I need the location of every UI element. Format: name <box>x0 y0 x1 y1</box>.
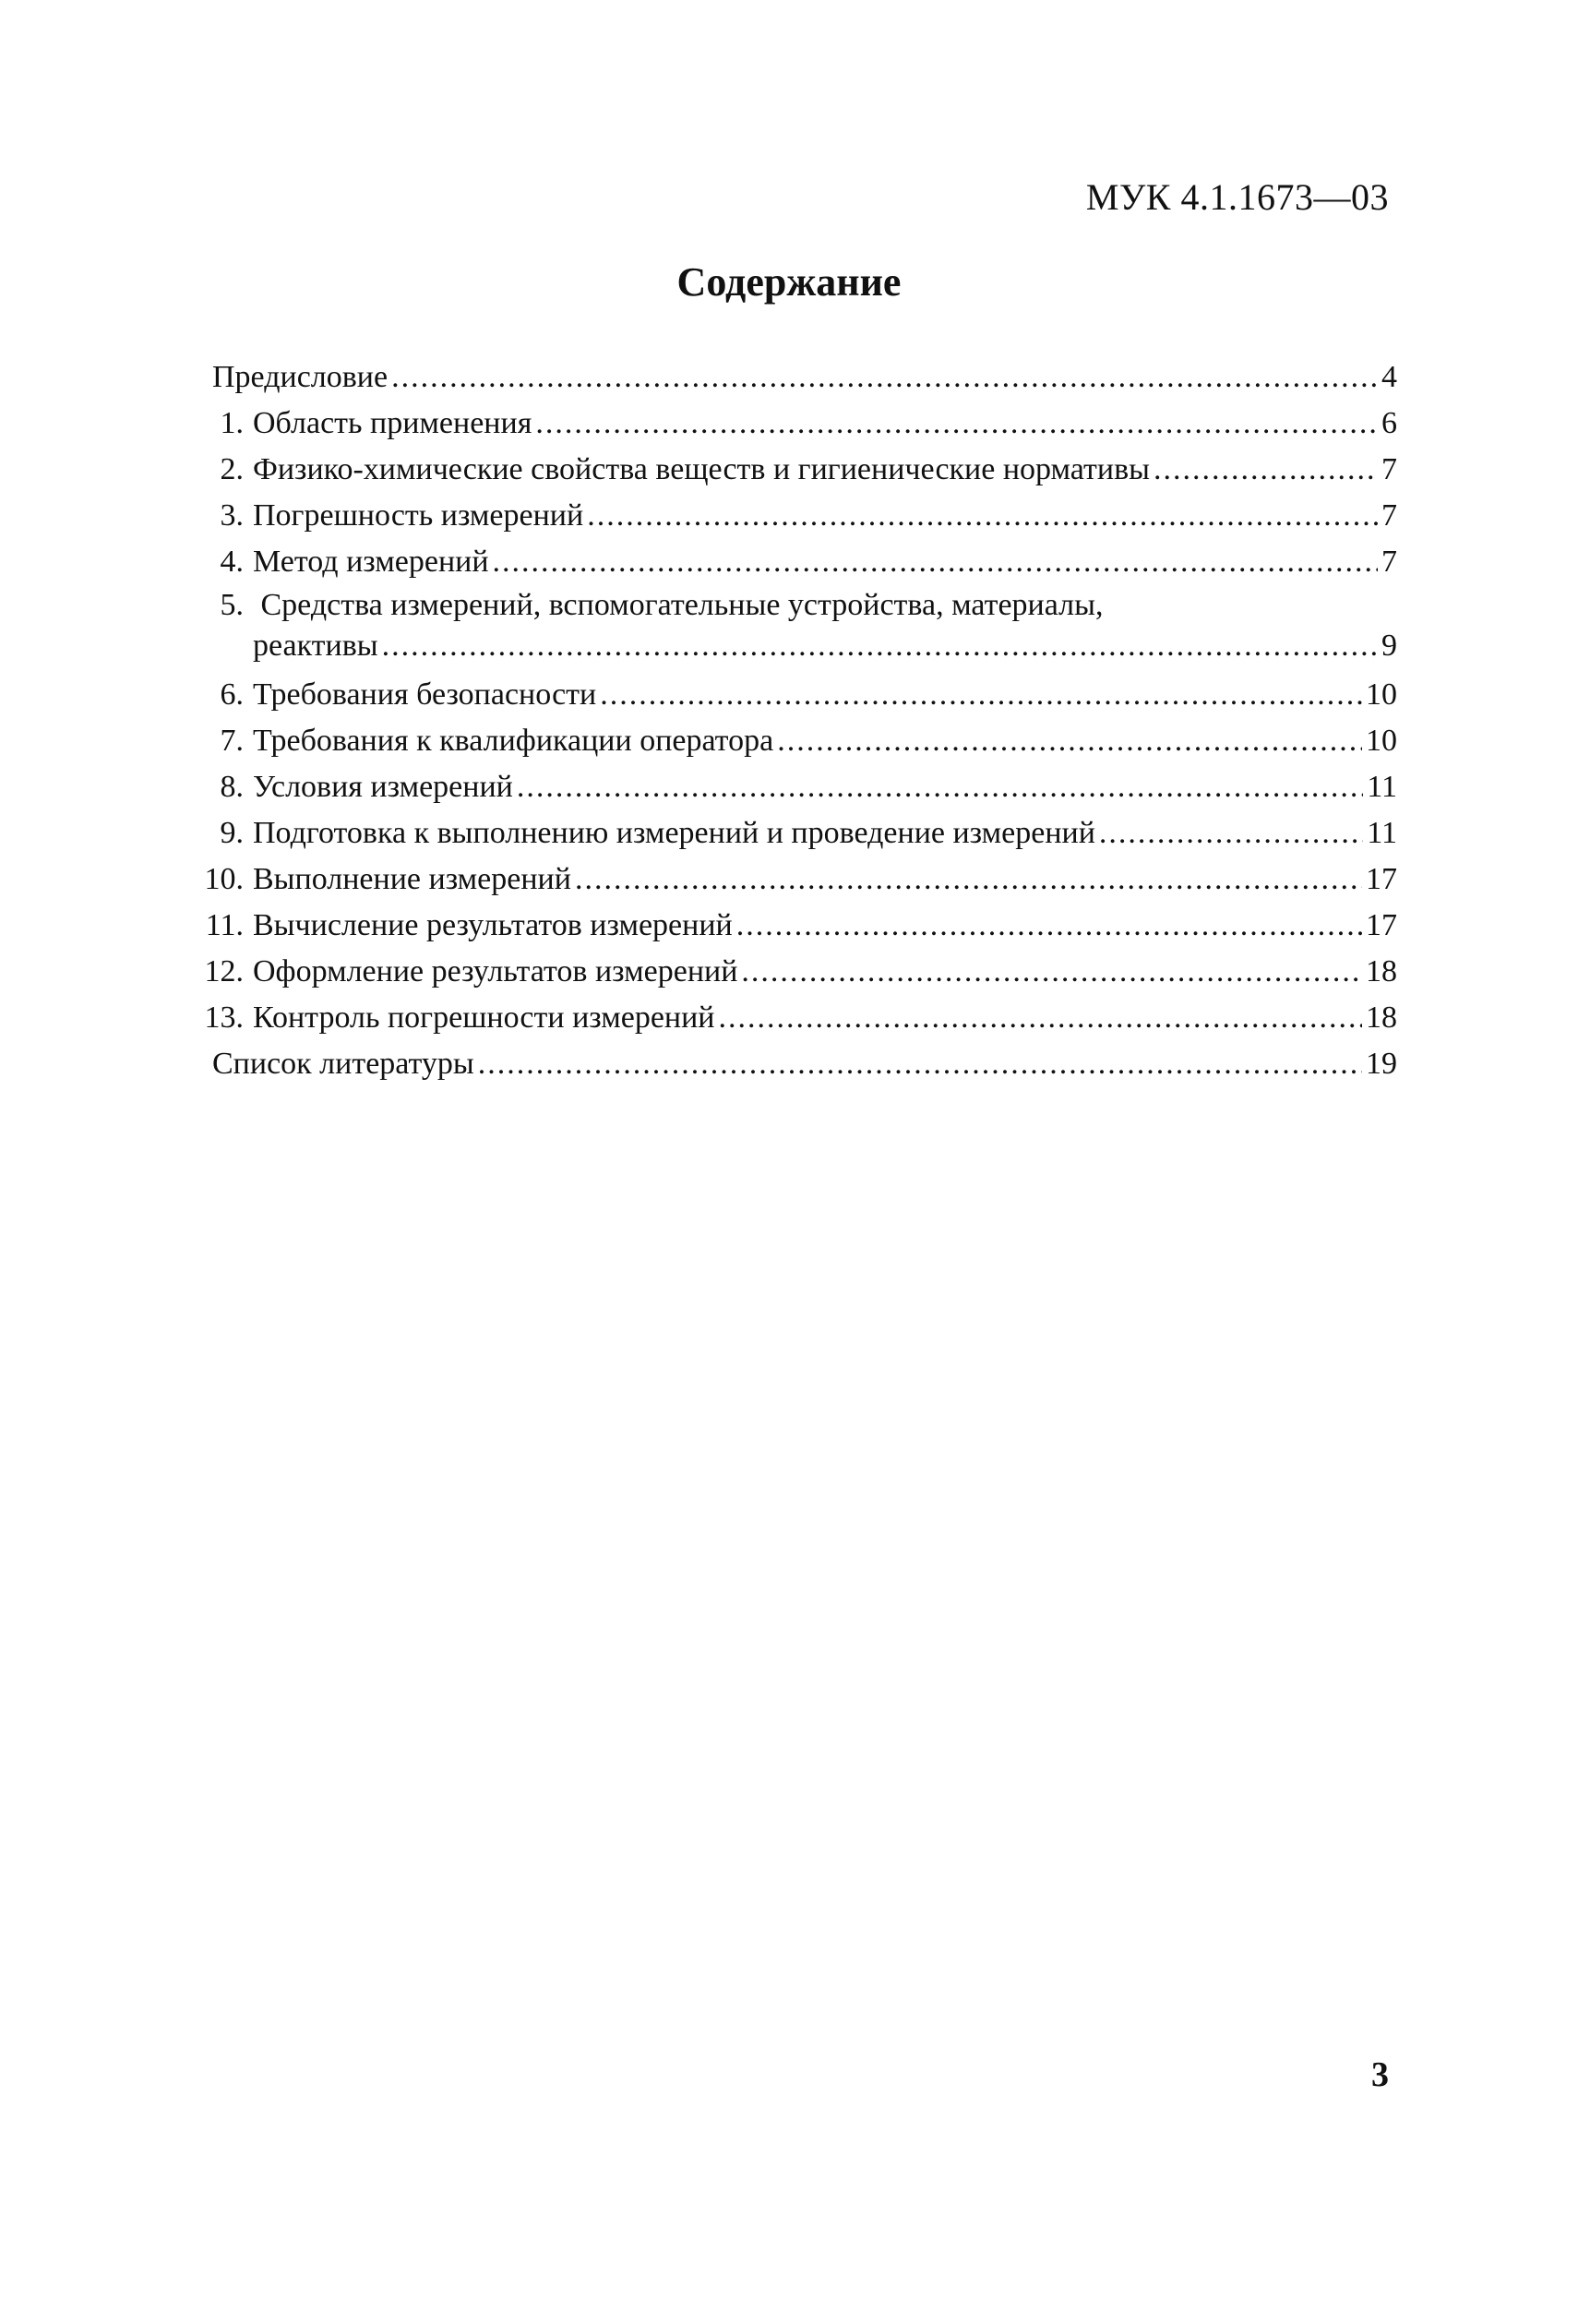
toc-entry-number: 7. <box>220 724 244 758</box>
toc-entry-page: 11 <box>1367 816 1397 850</box>
toc-entry-page: 18 <box>1366 954 1397 988</box>
toc-entry-number: 12. <box>204 954 244 988</box>
toc-leader-dots <box>382 626 1378 666</box>
toc-entry-label: Выполнение измерений <box>253 862 571 896</box>
toc-entry-page: 7 <box>1381 452 1397 486</box>
toc-entry-12 <box>197 949 1397 995</box>
page-title: Содержание <box>676 259 902 305</box>
toc-entry-label: Подготовка к выполнению измерений и проведение измерений <box>253 816 1095 850</box>
toc-leader-dots <box>777 718 1362 764</box>
toc-entry-5 <box>197 585 1397 672</box>
toc-entry-label: Область применения <box>253 406 532 440</box>
toc-entry-number: 2. <box>220 452 244 486</box>
toc-leader-dots <box>587 493 1378 539</box>
toc-entry-label: Требования к квалификации оператора <box>253 724 774 758</box>
toc-entry-page: 7 <box>1381 498 1397 533</box>
toc-entry-label: Средства измерений, вспомогательные устройства, материалы, <box>260 588 1104 622</box>
toc-leader-dots <box>478 1041 1362 1087</box>
toc-entry-number: 13. <box>204 1000 244 1035</box>
toc-entry-page: 7 <box>1381 545 1397 579</box>
toc-entry-page: 9 <box>1381 629 1397 663</box>
toc-leader-dots <box>575 857 1362 903</box>
toc-entry-number: 8. <box>220 770 244 804</box>
toc-entry-references <box>197 1041 1397 1087</box>
toc-entry-label: Метод измерений <box>253 545 489 579</box>
toc-leader-dots <box>493 539 1378 585</box>
toc-entry-label: Требования безопасности <box>253 677 597 712</box>
toc-entry-number: 4. <box>220 545 244 579</box>
toc-leader-dots <box>517 764 1363 810</box>
toc-entry-page: 11 <box>1367 770 1397 804</box>
toc-entry-page: 19 <box>1366 1047 1397 1081</box>
toc-leader-dots <box>719 995 1362 1041</box>
toc-leader-dots <box>1099 810 1363 857</box>
toc-entry-page: 4 <box>1381 360 1397 394</box>
toc-entry-page: 6 <box>1381 406 1397 440</box>
toc-entry-page: 18 <box>1366 1000 1397 1035</box>
toc-leader-dots <box>391 354 1378 401</box>
toc-entry-number: 11. <box>205 908 244 942</box>
toc-entry-3 <box>197 493 1397 539</box>
toc-entry-number: 10. <box>204 862 244 896</box>
toc-entry-page: 10 <box>1366 677 1397 712</box>
toc-entry-label: Физико-химические свойства веществ и гигиенические нормативы <box>253 452 1150 486</box>
toc-entry-label: Условия измерений <box>253 770 513 804</box>
toc-entry-label-continued: реактивы <box>253 629 378 663</box>
toc-entry-label: Погрешность измерений <box>253 498 584 533</box>
toc-leader-dots <box>1154 447 1378 493</box>
table-of-contents <box>197 354 1397 1087</box>
toc-entry-7 <box>197 718 1397 764</box>
toc-entry-9 <box>197 810 1397 857</box>
toc-entry-11 <box>197 903 1397 949</box>
page-number: 3 <box>1371 2055 1389 2094</box>
toc-leader-dots <box>736 903 1362 949</box>
toc-entry-label: Вычисление результатов измерений <box>253 908 733 942</box>
toc-entry-page: 10 <box>1366 724 1397 758</box>
toc-entry-label: Предисловие <box>212 360 389 394</box>
toc-entry-number: 3. <box>220 498 244 533</box>
document-code: МУК 4.1.1673—03 <box>1085 176 1389 218</box>
toc-entry-page: 17 <box>1366 908 1397 942</box>
toc-leader-dots <box>741 949 1362 995</box>
toc-entry-label: Оформление результатов измерений <box>253 954 738 988</box>
toc-entry-13 <box>197 995 1397 1041</box>
toc-leader-dots <box>535 401 1378 447</box>
toc-entry-preface <box>197 354 1397 401</box>
toc-entry-number: 1. <box>220 406 244 440</box>
toc-entry-number: 5. <box>220 588 244 622</box>
toc-entry-2 <box>197 447 1397 493</box>
toc-entry-1 <box>197 401 1397 447</box>
toc-entry-number: 9. <box>220 816 244 850</box>
toc-entry-6 <box>197 672 1397 718</box>
toc-leader-dots <box>600 672 1362 718</box>
toc-entry-label: Список литературы <box>212 1047 474 1081</box>
toc-entry-8 <box>197 764 1397 810</box>
toc-entry-number: 6. <box>220 677 244 712</box>
toc-entry-4 <box>197 539 1397 585</box>
toc-entry-10 <box>197 857 1397 903</box>
toc-entry-label: Контроль погрешности измерений <box>253 1000 715 1035</box>
toc-entry-page: 17 <box>1366 862 1397 896</box>
